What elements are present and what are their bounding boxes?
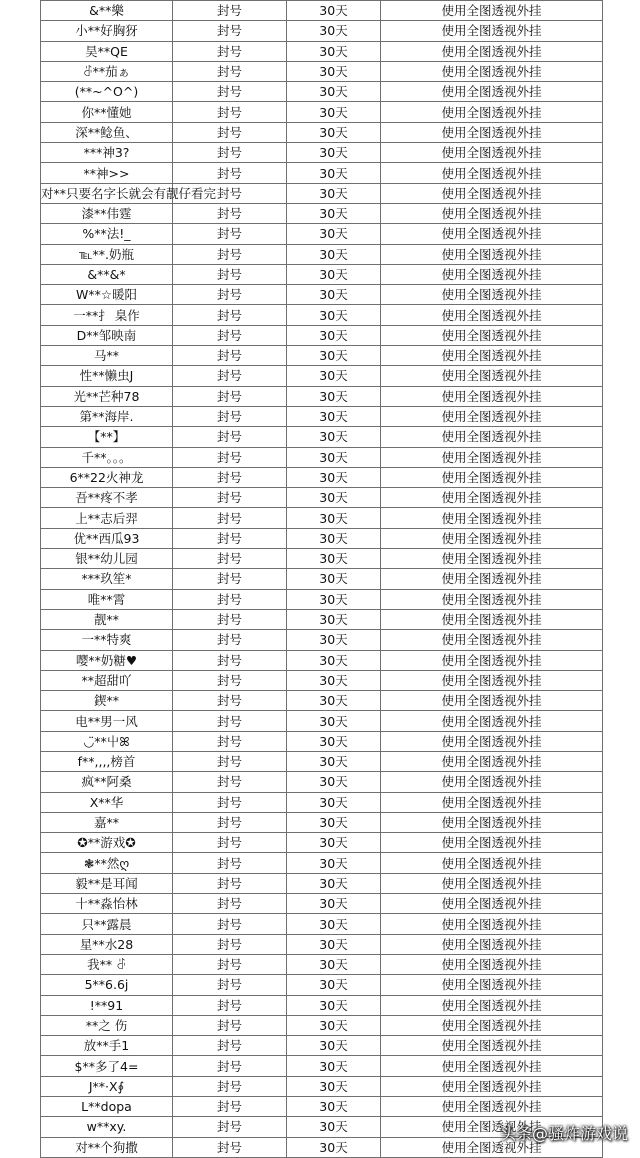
- watermark-text: 头条@骚炸游戏说: [499, 1124, 628, 1143]
- table-row: [41, 264, 603, 284]
- table-row: [41, 325, 603, 345]
- duration-cell: 30天: [287, 305, 381, 325]
- duration-cell: 30天: [287, 954, 381, 974]
- player-name-cell: ❃**然ღ: [41, 853, 173, 873]
- reason-cell: 使用全图透视外挂: [381, 406, 603, 426]
- table-row: [41, 467, 603, 487]
- table-row: [41, 528, 603, 548]
- penalty-cell: 封号: [173, 366, 287, 386]
- player-name-cell: 上**志后羿: [41, 508, 173, 528]
- reason-cell: 使用全图透视外挂: [381, 630, 603, 650]
- duration-cell: 30天: [287, 447, 381, 467]
- reason-cell: 使用全图透视外挂: [381, 751, 603, 771]
- table-row: [41, 691, 603, 711]
- reason-cell: 使用全图透视外挂: [381, 1056, 603, 1076]
- penalty-cell: 封号: [173, 650, 287, 670]
- reason-cell: 使用全图透视外挂: [381, 203, 603, 223]
- reason-cell: 使用全图透视外挂: [381, 853, 603, 873]
- duration-cell: 30天: [287, 1117, 381, 1137]
- penalty-cell: 封号: [173, 82, 287, 102]
- table-row: [41, 589, 603, 609]
- reason-cell: 使用全图透视外挂: [381, 569, 603, 589]
- table-row: [41, 833, 603, 853]
- table-row: [41, 427, 603, 447]
- duration-cell: 30天: [287, 285, 381, 305]
- player-name-cell: 只**露晨: [41, 914, 173, 934]
- penalty-cell: 封号: [173, 873, 287, 893]
- duration-cell: 30天: [287, 731, 381, 751]
- table-row: [41, 609, 603, 629]
- duration-cell: 30天: [287, 873, 381, 893]
- penalty-cell: 封号: [173, 143, 287, 163]
- duration-cell: 30天: [287, 82, 381, 102]
- reason-cell: 使用全图透视外挂: [381, 833, 603, 853]
- penalty-cell: 封号: [173, 305, 287, 325]
- penalty-cell: 封号: [173, 427, 287, 447]
- player-name-cell: &**&*: [41, 264, 173, 284]
- penalty-cell: 封号: [173, 183, 287, 203]
- player-name-cell: X**华: [41, 792, 173, 812]
- duration-cell: 30天: [287, 508, 381, 528]
- duration-cell: 30天: [287, 650, 381, 670]
- duration-cell: 30天: [287, 325, 381, 345]
- reason-cell: 使用全图透视外挂: [381, 792, 603, 812]
- player-name-cell: 毅**是耳闻: [41, 873, 173, 893]
- reason-cell: 使用全图透视外挂: [381, 914, 603, 934]
- ban-list-body: [41, 1, 603, 1158]
- reason-cell: 使用全图透视外挂: [381, 163, 603, 183]
- penalty-cell: 封号: [173, 975, 287, 995]
- duration-cell: 30天: [287, 528, 381, 548]
- penalty-cell: 封号: [173, 894, 287, 914]
- duration-cell: 30天: [287, 406, 381, 426]
- duration-cell: 30天: [287, 792, 381, 812]
- player-name-cell: 吾**疼不孝: [41, 488, 173, 508]
- player-name-cell: 马**: [41, 346, 173, 366]
- penalty-cell: 封号: [173, 914, 287, 934]
- penalty-cell: 封号: [173, 1056, 287, 1076]
- duration-cell: 30天: [287, 366, 381, 386]
- table-row: [41, 224, 603, 244]
- table-row: [41, 792, 603, 812]
- player-name-cell: 光**芒种78: [41, 386, 173, 406]
- penalty-cell: 封号: [173, 325, 287, 345]
- penalty-cell: 封号: [173, 508, 287, 528]
- reason-cell: 使用全图透视外挂: [381, 488, 603, 508]
- reason-cell: 使用全图透视外挂: [381, 1117, 603, 1137]
- duration-cell: 30天: [287, 346, 381, 366]
- reason-cell: 使用全图透视外挂: [381, 143, 603, 163]
- player-name-cell: $**多了4=: [41, 1056, 173, 1076]
- table-row: [41, 488, 603, 508]
- table-row: [41, 346, 603, 366]
- player-name-cell: 嘤**奶糖♥: [41, 650, 173, 670]
- table-row: [41, 1, 603, 21]
- penalty-cell: 封号: [173, 406, 287, 426]
- penalty-cell: 封号: [173, 812, 287, 832]
- reason-cell: 使用全图透视外挂: [381, 772, 603, 792]
- duration-cell: 30天: [287, 995, 381, 1015]
- duration-cell: 30天: [287, 386, 381, 406]
- ban-list-sheet: [40, 0, 602, 1158]
- penalty-cell: 封号: [173, 1076, 287, 1096]
- penalty-cell: 封号: [173, 122, 287, 142]
- table-row: [41, 812, 603, 832]
- reason-cell: 使用全图透视外挂: [381, 1097, 603, 1117]
- penalty-cell: 封号: [173, 954, 287, 974]
- duration-cell: 30天: [287, 975, 381, 995]
- table-row: [41, 954, 603, 974]
- duration-cell: 30天: [287, 467, 381, 487]
- reason-cell: 使用全图透视外挂: [381, 731, 603, 751]
- reason-cell: 使用全图透视外挂: [381, 1015, 603, 1035]
- duration-cell: 30天: [287, 203, 381, 223]
- player-name-cell: ***神3?: [41, 143, 173, 163]
- duration-cell: 30天: [287, 1015, 381, 1035]
- penalty-cell: 封号: [173, 1015, 287, 1035]
- player-name-cell: 优**西瓜93: [41, 528, 173, 548]
- table-row: [41, 41, 603, 61]
- reason-cell: 使用全图透视外挂: [381, 691, 603, 711]
- table-row: [41, 873, 603, 893]
- player-name-cell: f**,,,,榜首: [41, 751, 173, 771]
- duration-cell: 30天: [287, 934, 381, 954]
- player-name-cell: 放**手1: [41, 1036, 173, 1056]
- penalty-cell: 封号: [173, 467, 287, 487]
- reason-cell: 使用全图透视外挂: [381, 285, 603, 305]
- duration-cell: 30天: [287, 711, 381, 731]
- table-row: [41, 1015, 603, 1035]
- reason-cell: 使用全图透视外挂: [381, 995, 603, 1015]
- table-row: [41, 549, 603, 569]
- table-row: [41, 163, 603, 183]
- table-row: [41, 772, 603, 792]
- reason-cell: 使用全图透视外挂: [381, 82, 603, 102]
- player-name-cell: ✪**游戏✪: [41, 833, 173, 853]
- player-name-cell: 一**特爽: [41, 630, 173, 650]
- reason-cell: 使用全图透视外挂: [381, 305, 603, 325]
- penalty-cell: 封号: [173, 1097, 287, 1117]
- reason-cell: 使用全图透视外挂: [381, 934, 603, 954]
- penalty-cell: 封号: [173, 102, 287, 122]
- duration-cell: 30天: [287, 21, 381, 41]
- player-name-cell: 唯**霄: [41, 589, 173, 609]
- reason-cell: 使用全图透视外挂: [381, 183, 603, 203]
- penalty-cell: 封号: [173, 244, 287, 264]
- reason-cell: 使用全图透视外挂: [381, 427, 603, 447]
- table-row: [41, 285, 603, 305]
- table-row: [41, 366, 603, 386]
- reason-cell: 使用全图透视外挂: [381, 609, 603, 629]
- penalty-cell: 封号: [173, 589, 287, 609]
- reason-cell: 使用全图透视外挂: [381, 447, 603, 467]
- reason-cell: 使用全图透视外挂: [381, 244, 603, 264]
- table-row: [41, 102, 603, 122]
- table-row: [41, 1076, 603, 1096]
- penalty-cell: 封号: [173, 386, 287, 406]
- penalty-cell: 封号: [173, 569, 287, 589]
- player-name-cell: 星**水28: [41, 934, 173, 954]
- reason-cell: 使用全图透视外挂: [381, 41, 603, 61]
- duration-cell: 30天: [287, 1036, 381, 1056]
- ban-list-table: [40, 0, 603, 1158]
- reason-cell: 使用全图透视外挂: [381, 21, 603, 41]
- reason-cell: 使用全图透视外挂: [381, 386, 603, 406]
- table-row: [41, 1056, 603, 1076]
- duration-cell: 30天: [287, 670, 381, 690]
- player-name-cell: ꁕ**茄ぁ: [41, 61, 173, 81]
- table-row: [41, 143, 603, 163]
- table-row: [41, 82, 603, 102]
- reason-cell: 使用全图透视外挂: [381, 812, 603, 832]
- player-name-cell: (**~^O^): [41, 82, 173, 102]
- table-row: [41, 386, 603, 406]
- table-row: [41, 21, 603, 41]
- reason-cell: 使用全图透视外挂: [381, 894, 603, 914]
- penalty-cell: 封号: [173, 285, 287, 305]
- player-name-cell: **之 伤: [41, 1015, 173, 1035]
- duration-cell: 30天: [287, 244, 381, 264]
- reason-cell: 使用全图透视外挂: [381, 102, 603, 122]
- player-name-cell: 千**。。。: [41, 447, 173, 467]
- player-name-cell: 你**懂她: [41, 102, 173, 122]
- player-name-cell: 对**只要名字长就会有靓仔看完: [41, 183, 173, 203]
- penalty-cell: 封号: [173, 792, 287, 812]
- penalty-cell: 封号: [173, 609, 287, 629]
- player-name-cell: ℡**.奶瓶: [41, 244, 173, 264]
- reason-cell: 使用全图透视外挂: [381, 264, 603, 284]
- table-row: [41, 203, 603, 223]
- duration-cell: 30天: [287, 812, 381, 832]
- penalty-cell: 封号: [173, 1137, 287, 1157]
- duration-cell: 30天: [287, 751, 381, 771]
- penalty-cell: 封号: [173, 264, 287, 284]
- penalty-cell: 封号: [173, 995, 287, 1015]
- player-name-cell: 【**】: [41, 427, 173, 447]
- player-name-cell: 漆**伟霆: [41, 203, 173, 223]
- player-name-cell: **超甜吖: [41, 670, 173, 690]
- reason-cell: 使用全图透视外挂: [381, 1036, 603, 1056]
- penalty-cell: 封号: [173, 163, 287, 183]
- player-name-cell: %**法!_: [41, 224, 173, 244]
- reason-cell: 使用全图透视外挂: [381, 975, 603, 995]
- player-name-cell: 嘉**: [41, 812, 173, 832]
- table-row: [41, 1036, 603, 1056]
- penalty-cell: 封号: [173, 751, 287, 771]
- player-name-cell: ***玖笙*: [41, 569, 173, 589]
- reason-cell: 使用全图透视外挂: [381, 346, 603, 366]
- player-name-cell: W**☆暖阳: [41, 285, 173, 305]
- penalty-cell: 封号: [173, 549, 287, 569]
- penalty-cell: 封号: [173, 224, 287, 244]
- duration-cell: 30天: [287, 488, 381, 508]
- penalty-cell: 封号: [173, 731, 287, 751]
- penalty-cell: 封号: [173, 670, 287, 690]
- reason-cell: 使用全图透视外挂: [381, 589, 603, 609]
- penalty-cell: 封号: [173, 1036, 287, 1056]
- reason-cell: 使用全图透视外挂: [381, 954, 603, 974]
- table-row: [41, 406, 603, 426]
- duration-cell: 30天: [287, 427, 381, 447]
- duration-cell: 30天: [287, 224, 381, 244]
- player-name-cell: 性**懒虫J: [41, 366, 173, 386]
- penalty-cell: 封号: [173, 772, 287, 792]
- player-name-cell: &**樂: [41, 1, 173, 21]
- penalty-cell: 封号: [173, 1117, 287, 1137]
- reason-cell: 使用全图透视外挂: [381, 467, 603, 487]
- player-name-cell: 电**男一风: [41, 711, 173, 731]
- duration-cell: 30天: [287, 163, 381, 183]
- duration-cell: 30天: [287, 264, 381, 284]
- penalty-cell: 封号: [173, 853, 287, 873]
- penalty-cell: 封号: [173, 691, 287, 711]
- player-name-cell: 一**扌 臬作: [41, 305, 173, 325]
- duration-cell: 30天: [287, 772, 381, 792]
- penalty-cell: 封号: [173, 1, 287, 21]
- player-name-cell: 小**好胸犽: [41, 21, 173, 41]
- penalty-cell: 封号: [173, 61, 287, 81]
- player-name-cell: ◡̈**屮ꕤ: [41, 731, 173, 751]
- table-row: [41, 853, 603, 873]
- table-row: [41, 569, 603, 589]
- duration-cell: 30天: [287, 41, 381, 61]
- table-row: [41, 122, 603, 142]
- table-row: [41, 995, 603, 1015]
- duration-cell: 30天: [287, 1097, 381, 1117]
- duration-cell: 30天: [287, 143, 381, 163]
- player-name-cell: L**dopa: [41, 1097, 173, 1117]
- player-name-cell: 5**6.6j: [41, 975, 173, 995]
- player-name-cell: **神>>: [41, 163, 173, 183]
- table-row: [41, 650, 603, 670]
- duration-cell: 30天: [287, 894, 381, 914]
- table-row: [41, 711, 603, 731]
- player-name-cell: 银**幼儿园: [41, 549, 173, 569]
- penalty-cell: 封号: [173, 447, 287, 467]
- penalty-cell: 封号: [173, 41, 287, 61]
- player-name-cell: 靓**: [41, 609, 173, 629]
- reason-cell: 使用全图透视外挂: [381, 670, 603, 690]
- duration-cell: 30天: [287, 833, 381, 853]
- reason-cell: 使用全图透视外挂: [381, 61, 603, 81]
- duration-cell: 30天: [287, 853, 381, 873]
- reason-cell: 使用全图透视外挂: [381, 224, 603, 244]
- duration-cell: 30天: [287, 1056, 381, 1076]
- reason-cell: 使用全图透视外挂: [381, 650, 603, 670]
- duration-cell: 30天: [287, 569, 381, 589]
- player-name-cell: !**91: [41, 995, 173, 1015]
- duration-cell: 30天: [287, 914, 381, 934]
- penalty-cell: 封号: [173, 630, 287, 650]
- duration-cell: 30天: [287, 589, 381, 609]
- table-row: [41, 975, 603, 995]
- penalty-cell: 封号: [173, 934, 287, 954]
- table-row: [41, 670, 603, 690]
- player-name-cell: 疯**阿桑: [41, 772, 173, 792]
- player-name-cell: J**·X∮: [41, 1076, 173, 1096]
- reason-cell: 使用全图透视外挂: [381, 549, 603, 569]
- player-name-cell: 鍥**: [41, 691, 173, 711]
- duration-cell: 30天: [287, 1076, 381, 1096]
- reason-cell: 使用全图透视外挂: [381, 366, 603, 386]
- table-row: [41, 61, 603, 81]
- table-row: [41, 447, 603, 467]
- player-name-cell: 6**22火神龙: [41, 467, 173, 487]
- table-row: [41, 508, 603, 528]
- table-row: [41, 914, 603, 934]
- player-name-cell: 对**个狗撒: [41, 1137, 173, 1157]
- duration-cell: 30天: [287, 183, 381, 203]
- penalty-cell: 封号: [173, 203, 287, 223]
- table-row: [41, 630, 603, 650]
- penalty-cell: 封号: [173, 21, 287, 41]
- penalty-cell: 封号: [173, 488, 287, 508]
- reason-cell: 使用全图透视外挂: [381, 1076, 603, 1096]
- player-name-cell: 深**鲶鱼、: [41, 122, 173, 142]
- duration-cell: 30天: [287, 102, 381, 122]
- reason-cell: 使用全图透视外挂: [381, 325, 603, 345]
- player-name-cell: D**邹映南: [41, 325, 173, 345]
- duration-cell: 30天: [287, 122, 381, 142]
- table-row: [41, 934, 603, 954]
- player-name-cell: 昊**QE: [41, 41, 173, 61]
- reason-cell: 使用全图透视外挂: [381, 1, 603, 21]
- table-row: [41, 244, 603, 264]
- table-row: [41, 305, 603, 325]
- penalty-cell: 封号: [173, 833, 287, 853]
- reason-cell: 使用全图透视外挂: [381, 873, 603, 893]
- penalty-cell: 封号: [173, 346, 287, 366]
- player-name-cell: 我** ꁕ: [41, 954, 173, 974]
- reason-cell: 使用全图透视外挂: [381, 711, 603, 731]
- table-row: [41, 894, 603, 914]
- duration-cell: 30天: [287, 549, 381, 569]
- duration-cell: 30天: [287, 609, 381, 629]
- reason-cell: 使用全图透视外挂: [381, 122, 603, 142]
- reason-cell: 使用全图透视外挂: [381, 508, 603, 528]
- table-row: [41, 1097, 603, 1117]
- player-name-cell: 十**淼怡林: [41, 894, 173, 914]
- duration-cell: 30天: [287, 61, 381, 81]
- duration-cell: 30天: [287, 1137, 381, 1157]
- reason-cell: 使用全图透视外挂: [381, 1137, 603, 1157]
- reason-cell: 使用全图透视外挂: [381, 528, 603, 548]
- duration-cell: 30天: [287, 630, 381, 650]
- duration-cell: 30天: [287, 691, 381, 711]
- player-name-cell: 第**海岸.: [41, 406, 173, 426]
- penalty-cell: 封号: [173, 528, 287, 548]
- duration-cell: 30天: [287, 1, 381, 21]
- penalty-cell: 封号: [173, 711, 287, 731]
- table-row: [41, 751, 603, 771]
- table-row: [41, 183, 603, 203]
- player-name-cell: w**xy.: [41, 1117, 173, 1137]
- table-row: [41, 731, 603, 751]
